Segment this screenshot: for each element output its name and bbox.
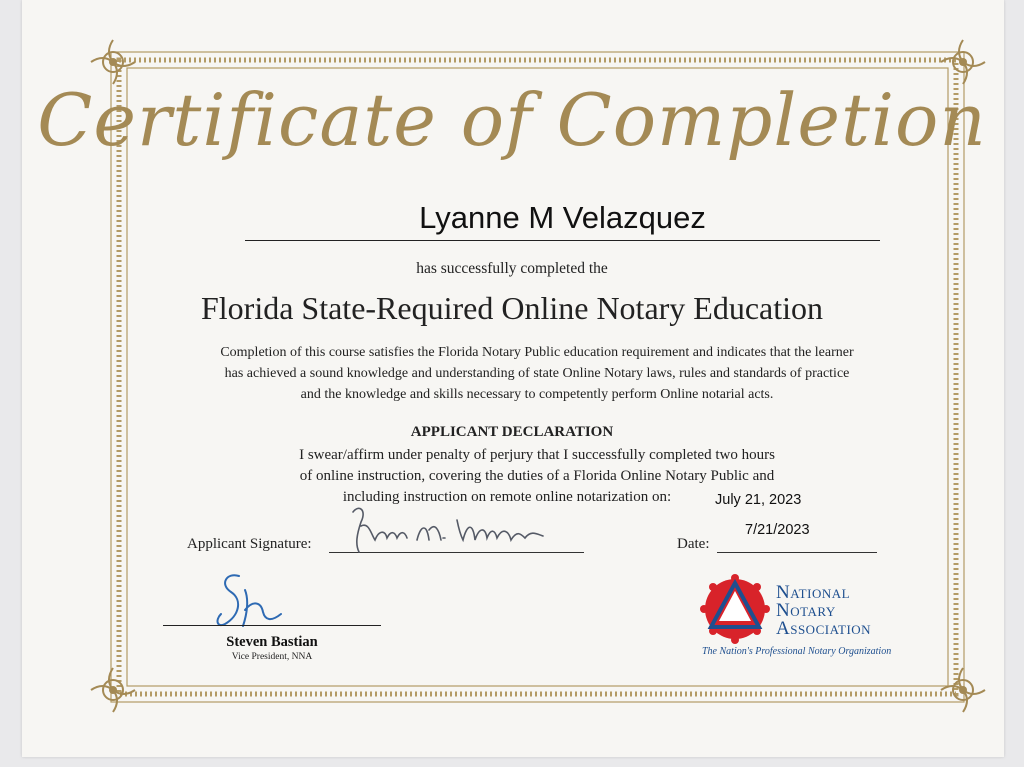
nna-wordmark-line: National — [776, 582, 851, 603]
course-name: Florida State-Required Online Notary Education — [200, 290, 824, 326]
vp-signature — [205, 570, 295, 630]
applicant-signature-label: Applicant Signature: — [187, 536, 312, 552]
nna-wordmark-line: Association — [776, 618, 872, 639]
declaration-line: of online instruction, covering the duties of a Florida Online Notary Public and — [299, 468, 775, 484]
certificate-title: Certificate of Completion — [37, 78, 987, 162]
nna-tagline: The Nation's Professional Notary Organization — [702, 646, 892, 657]
declaration-line: I swear/affirm under penalty of perjury that I successfully completed two hours — [299, 447, 775, 463]
applicant-signature — [345, 500, 565, 560]
completion-intro: has successfully completed the — [416, 260, 608, 277]
declaration-line: including instruction on remote online notarization on: — [342, 489, 672, 505]
declaration-date: July 21, 2023 — [715, 492, 802, 508]
nna-wordmark — [776, 584, 871, 638]
recipient-name: Lyanne M Velazquez — [419, 200, 706, 235]
description-line: has achieved a sound knowledge and understanding of state Online Notary laws, rules and standards of practice — [224, 366, 850, 381]
signatory-name: Steven Bastian — [226, 634, 318, 650]
vp-signature-line — [163, 625, 381, 626]
declaration-heading: APPLICANT DECLARATION — [410, 424, 614, 440]
course-description — [150, 342, 924, 405]
recipient-name-underline — [245, 240, 880, 241]
date-value: 7/21/2023 — [745, 522, 810, 538]
description-line: Completion of this course satisfies the Florida Notary Public education requirement and indicates that the learner — [220, 345, 854, 360]
description-line: and the knowledge and skills necessary to competently perform Online notarial acts. — [300, 387, 774, 402]
date-label: Date: — [677, 536, 710, 552]
date-line — [717, 552, 877, 553]
nna-wordmark-line: Notary — [776, 600, 836, 621]
nna-seal-logo — [700, 574, 770, 644]
declaration-body — [150, 445, 924, 508]
signatory-title: Vice President, NNA — [231, 652, 313, 662]
